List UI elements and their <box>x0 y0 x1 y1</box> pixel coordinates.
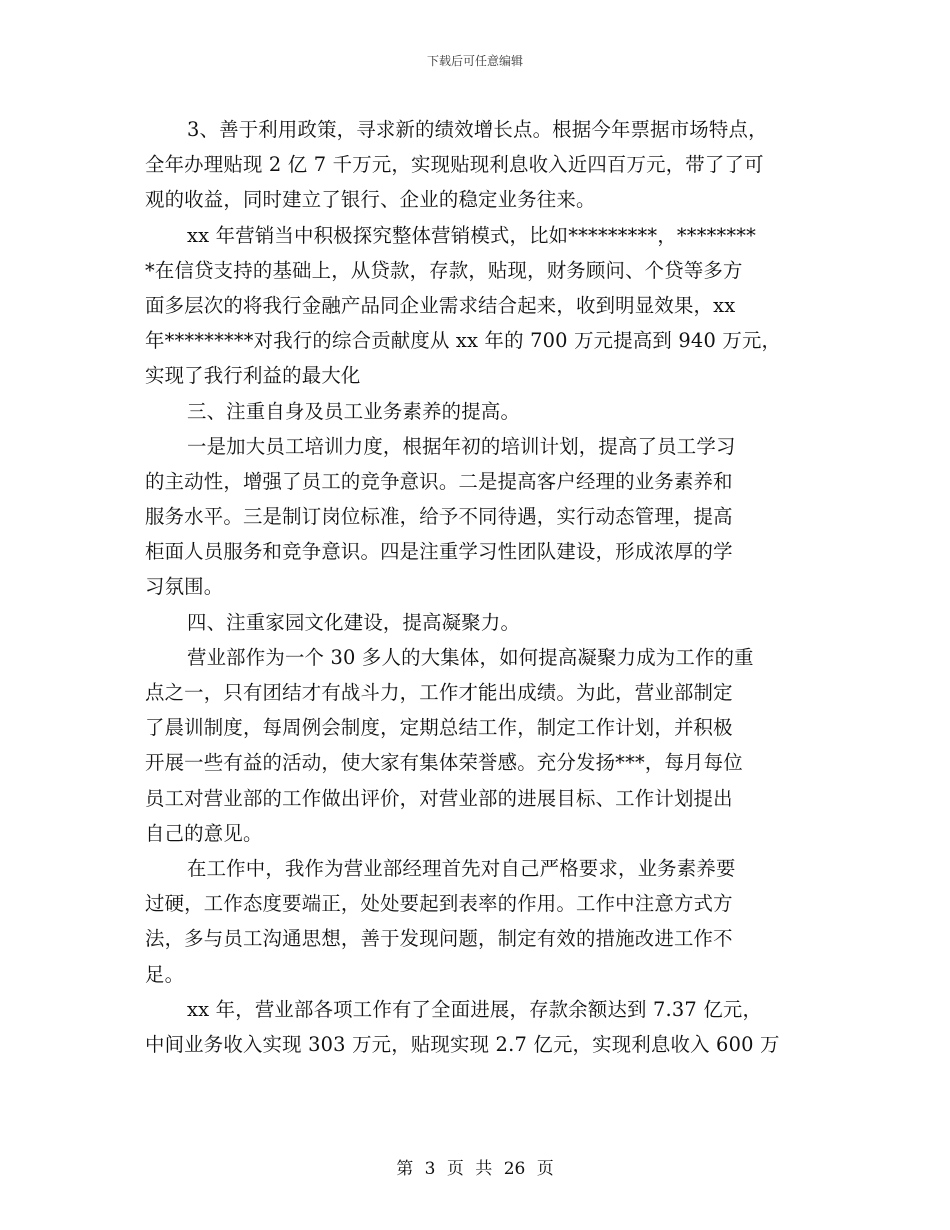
text-line: xx 年，营业部各项工作有了全面进展，存款余额达到 7.37 亿元， <box>187 997 763 1021</box>
text-line: 开展一些有益的活动，使大家有集体荣誉感。充分发扬***，每月每位 <box>145 751 743 775</box>
text-line: 实现了我行利益的最大化 <box>145 364 361 388</box>
text-line: 在工作中，我作为营业部经理首先对自己严格要求，业务素养要 <box>187 856 736 880</box>
text-line: 的主动性，增强了员工的竞争意识。二是提高客户经理的业务素养和 <box>145 469 733 493</box>
text-line: 过硬，工作态度要端正，处处要起到表率的作用。工作中注意方式方 <box>145 892 733 916</box>
text-line: 3、善于利用政策，寻求新的绩效增长点。根据今年票据市场特点， <box>187 118 768 141</box>
page-header: 下载后可任意编辑 <box>426 54 523 68</box>
text-line: 员工对营业部的工作做出评价，对营业部的进展目标、工作计划提出 <box>145 786 733 810</box>
text-line: 中间业务收入实现 303 万元，贴现实现 2.7 亿元，实现利息收入 600 万 <box>145 1032 780 1056</box>
text-line: 足。 <box>145 962 185 986</box>
document-body <box>145 112 805 1062</box>
text-line: *在信贷支持的基础上，从贷款，存款，贴现，财务顾问、个贷等多方 <box>145 258 743 282</box>
text-line: 面多层次的将我行金融产品同企业需求结合起来，收到明显效果，xx <box>145 293 736 317</box>
text-line: 三、注重自身及员工业务素养的提高。 <box>187 399 521 423</box>
text-line: 法，多与员工沟通思想，善于发现问题，制定有效的措施改进工作不 <box>145 927 733 951</box>
text-line: 习氛围。 <box>145 575 224 599</box>
text-line: 营业部作为一个 30 多人的大集体，如何提高凝聚力成为工作的重 <box>187 645 754 669</box>
text-line: 全年办理贴现 2 亿 7 千万元，实现贴现利息收入近四百万元，带了了可 <box>145 153 764 177</box>
text-line: 年*********对我行的综合贡献度从 xx 年的 700 万元提高到 940 万元， <box>145 329 782 353</box>
text-line: 柜面人员服务和竞争意识。四是注重学习性团队建设，形成浓厚的学 <box>145 540 733 564</box>
text-line: 观的收益，同时建立了银行、企业的稳定业务往来。 <box>145 188 596 212</box>
text-line: 了晨训制度，每周例会制度，定期总结工作，制定工作计划，并积极 <box>145 716 733 740</box>
text-line: xx 年营销当中积极探究整体营销模式，比如*********，******** <box>187 223 757 247</box>
text-line: 点之一，只有团结才有战斗力，工作才能出成绩。为此，营业部制定 <box>145 681 733 704</box>
page-footer: 第 3 页 共 26 页 <box>396 1159 554 1179</box>
text-line: 一是加大员工培训力度，根据年初的培训计划，提高了员工学习 <box>187 434 736 458</box>
text-line: 自己的意见。 <box>145 821 263 845</box>
text-line: 服务水平。三是制订岗位标准，给予不同待遇，实行动态管理，提高 <box>145 505 733 529</box>
text-line: 四、注重家园文化建设，提高凝聚力。 <box>187 610 521 634</box>
